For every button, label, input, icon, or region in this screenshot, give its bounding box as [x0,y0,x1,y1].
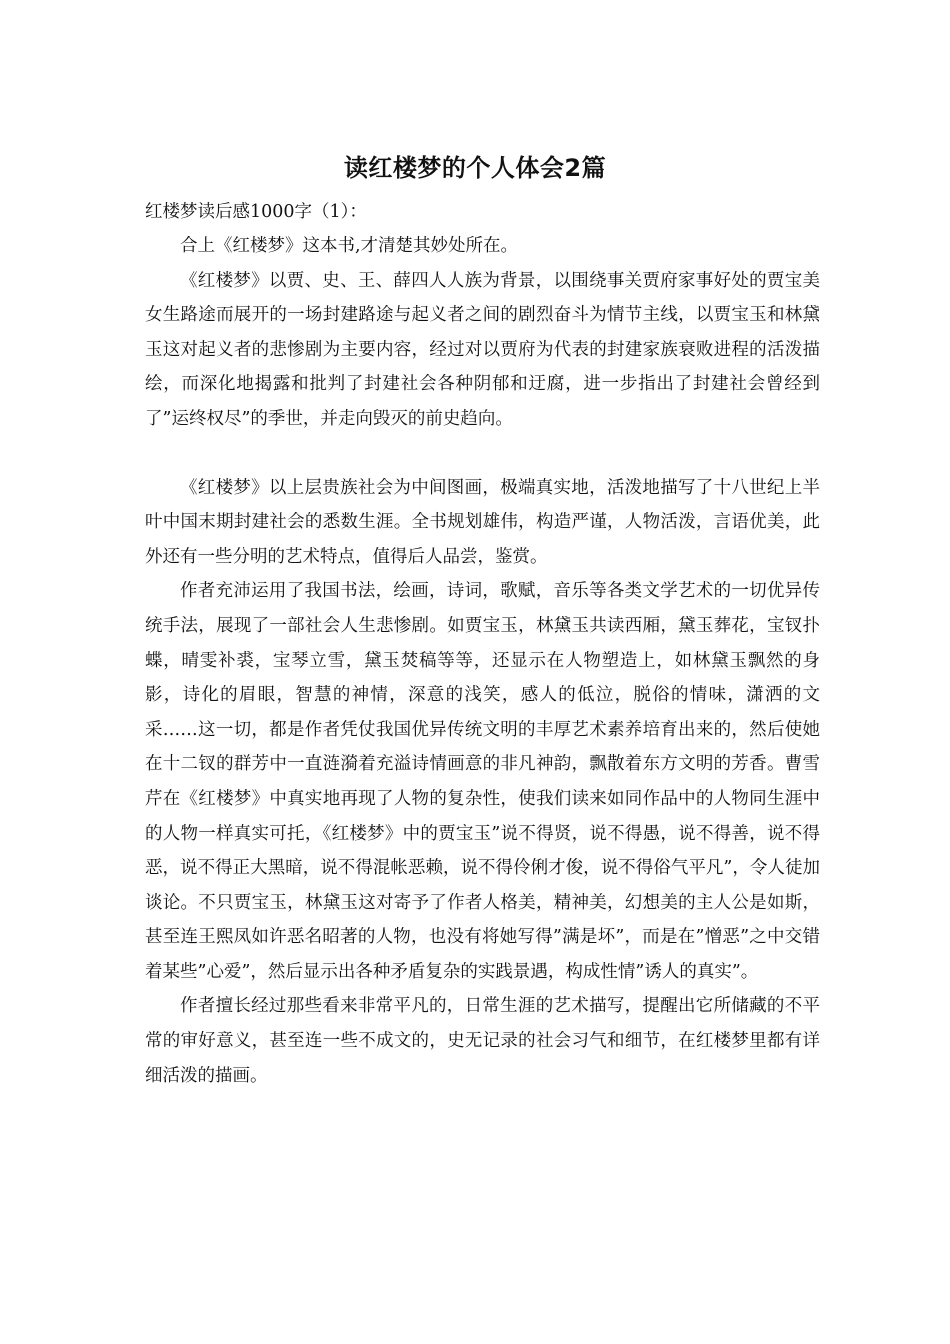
paragraph-3: 《红楼梦》以上层贵族社会为中间图画，极端真实地，活泼地描写了十八世纪上半叶中国末期封建社会的悉数生涯。全书规划雄伟，构造严谨，人物活泼，言语优美，此外还有一些分明的艺术特点，值得后人品尝，鉴赏。 [145,477,820,567]
paragraph-gap [145,437,820,471]
section-subtitle: 红楼梦读后感1000字（1）： [145,202,367,222]
document-body [145,196,820,1093]
document-title: 读红楼梦的个人体会2篇 [343,154,607,182]
paragraph-2: 《红楼梦》以贾、史、王、薛四人人族为背景，以围绕事关贾府家事好处的贾宝美女生路途而展开的一场封建路途与起义者之间的剧烈奋斗为情节主线，以贾宝玉和林黛玉这对起义者的悲惨剧为主要内容，经过对以贾府为代表的封建家族衰败进程的活泼描绘，而深化地揭露和批判了封建社会各种阴郁和迂腐，进一步指出了封建社会曾经到了”运终权尽”的季世，并走向毁灭的前史趋向。 [145,270,820,429]
paragraph-1: 合上《红楼梦》这本书,才清楚其妙处所在。 [180,236,519,256]
paragraph-4: 作者充沛运用了我国书法，绘画，诗词，歌赋，音乐等各类文学艺术的一切优异传统手法，展现了一部社会人生悲惨剧。如贾宝玉，林黛玉共读西厢，黛玉葬花，宝钗扑蝶，晴雯补裘，宝琴立雪，黛玉焚稿等等，还显示在人物塑造上，如林黛玉飘然的身影，诗化的眉眼，智慧的神情，深意的浅笑，感人的低泣，脱俗的情味，潇洒的文采……这一切，都是作者凭仗我国优异传统文明的丰厚艺术素养培育出来的，然后使她在十二钗的群芳中一直涟漪着充溢诗情画意的非凡神韵，飘散着东方文明的芳香。曹雪芹在《红楼梦》中真实地再现了人物的复杂性，使我们读来如同作品中的人物同生涯中的人物一样真实可托，《红楼梦》中的贾宝玉”说不得贤，说不得愚，说不得善，说不得恶，说不得正大黑暗，说不得混帐恶赖，说不得伶俐才俊，说不得俗气平凡”，令人徒加谈论。不只贾宝玉，林黛玉这对寄予了作者人格美，精神美，幻想美的主人公是如斯，甚至连王熙凤如许恶名昭著的人物，也没有将她写得”满是坏”，而是在”憎恶”之中交错着某些”心爱”，然后显示出各种矛盾复杂的实践景遇，构成性情”诱人的真实”。 [145,581,820,982]
paragraph-5: 作者擅长经过那些看来非常平凡的，日常生涯的艺术描写，提醒出它所储藏的不平常的审好意义，甚至连一些不成文的，史无记录的社会习气和细节，在红楼梦里都有详细活泼的描画。 [145,996,820,1086]
